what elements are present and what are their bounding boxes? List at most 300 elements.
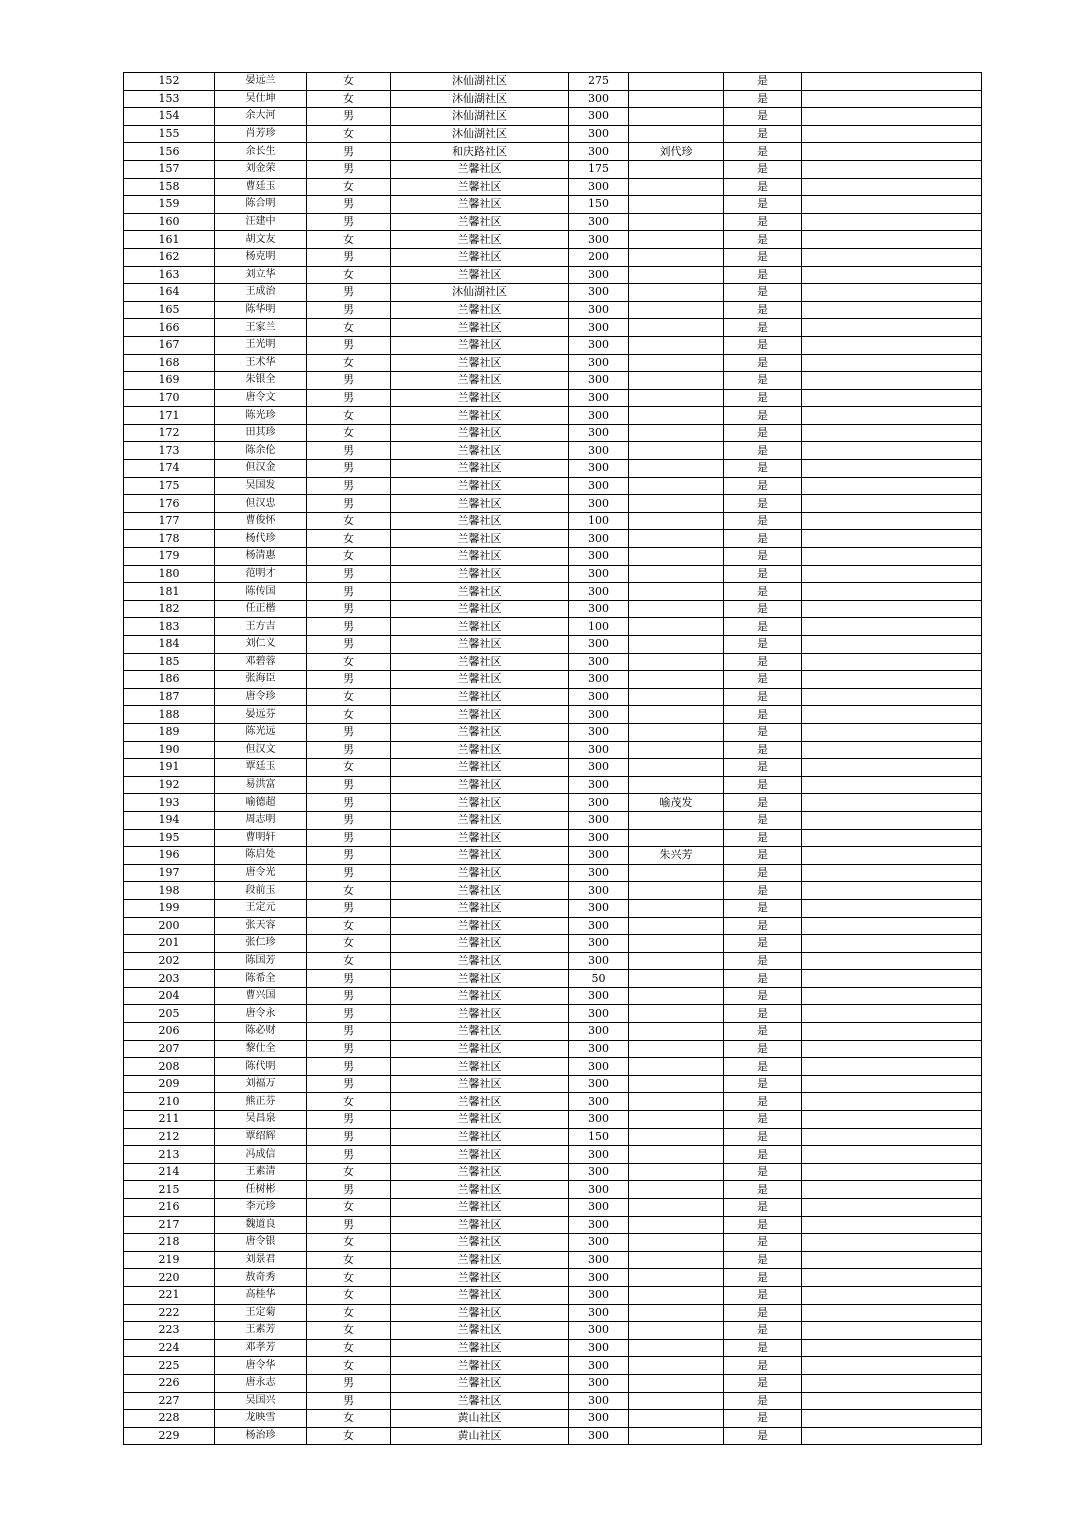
cell-gender: 男 [307,1216,391,1234]
cell-community: 兰馨社区 [391,248,569,266]
cell-status: 是 [724,407,802,425]
cell-gender: 男 [307,196,391,214]
cell-remark [802,1357,982,1375]
cell-amount: 300 [569,178,629,196]
cell-name: 但汉文 [215,741,307,759]
cell-gender: 女 [307,1199,391,1217]
table-row [124,178,982,196]
cell-remark [802,495,982,513]
table-row [124,1146,982,1164]
cell-remark [802,301,982,319]
cell-remark [802,372,982,390]
table-row [124,600,982,618]
cell-agent [629,600,724,618]
cell-status: 是 [724,1181,802,1199]
cell-remark [802,653,982,671]
cell-status: 是 [724,1339,802,1357]
table-row [124,917,982,935]
cell-agent [629,1075,724,1093]
cell-index: 177 [124,512,215,530]
table-row [124,1040,982,1058]
cell-community: 兰馨社区 [391,512,569,530]
cell-index: 158 [124,178,215,196]
cell-status: 是 [724,987,802,1005]
cell-community: 兰馨社区 [391,987,569,1005]
cell-agent [629,1111,724,1129]
cell-community: 兰馨社区 [391,389,569,407]
cell-amount: 300 [569,1163,629,1181]
cell-agent [629,1322,724,1340]
cell-status: 是 [724,73,802,91]
table-row [124,1339,982,1357]
cell-name: 朱银全 [215,372,307,390]
cell-index: 176 [124,495,215,513]
cell-agent [629,1304,724,1322]
cell-community: 兰馨社区 [391,1357,569,1375]
table-row [124,1427,982,1445]
cell-agent [629,1005,724,1023]
cell-remark [802,618,982,636]
cell-name: 陈国芳 [215,952,307,970]
cell-remark [802,952,982,970]
cell-agent [629,477,724,495]
cell-agent [629,618,724,636]
cell-index: 183 [124,618,215,636]
cell-agent [629,1234,724,1252]
cell-agent [629,73,724,91]
cell-agent [629,1251,724,1269]
cell-name: 张天容 [215,917,307,935]
cell-agent [629,1199,724,1217]
cell-agent [629,548,724,566]
cell-gender: 男 [307,987,391,1005]
cell-remark [802,987,982,1005]
table-row [124,847,982,865]
cell-index: 190 [124,741,215,759]
cell-remark [802,442,982,460]
cell-amount: 300 [569,1181,629,1199]
cell-gender: 女 [307,1269,391,1287]
cell-community: 兰馨社区 [391,811,569,829]
cell-status: 是 [724,882,802,900]
cell-amount: 300 [569,548,629,566]
cell-agent [629,970,724,988]
cell-status: 是 [724,266,802,284]
cell-gender: 男 [307,1111,391,1129]
cell-index: 169 [124,372,215,390]
cell-name: 王素清 [215,1163,307,1181]
cell-community: 兰馨社区 [391,847,569,865]
cell-name: 曹兴国 [215,987,307,1005]
table-row [124,1234,982,1252]
cell-gender: 女 [307,512,391,530]
cell-agent [629,952,724,970]
cell-community: 兰馨社区 [391,1392,569,1410]
cell-agent [629,723,724,741]
cell-remark [802,1216,982,1234]
cell-index: 218 [124,1234,215,1252]
cell-amount: 300 [569,935,629,953]
cell-agent [629,407,724,425]
table-row [124,301,982,319]
cell-gender: 男 [307,477,391,495]
cell-status: 是 [724,1322,802,1340]
table-row [124,706,982,724]
table-row [124,125,982,143]
cell-index: 196 [124,847,215,865]
cell-gender: 女 [307,407,391,425]
cell-status: 是 [724,1111,802,1129]
cell-status: 是 [724,548,802,566]
cell-remark [802,424,982,442]
cell-community: 黄山社区 [391,1427,569,1445]
table-row [124,354,982,372]
table-row [124,336,982,354]
cell-gender: 女 [307,90,391,108]
table-row [124,160,982,178]
cell-amount: 300 [569,495,629,513]
table-row [124,1374,982,1392]
table-row [124,1181,982,1199]
cell-status: 是 [724,1392,802,1410]
cell-name: 陈华明 [215,301,307,319]
cell-remark [802,970,982,988]
table-row [124,1410,982,1428]
cell-remark [802,1075,982,1093]
cell-name: 王术华 [215,354,307,372]
cell-remark [802,1005,982,1023]
cell-agent [629,706,724,724]
cell-amount: 300 [569,741,629,759]
table-row [124,548,982,566]
cell-agent [629,319,724,337]
cell-agent [629,917,724,935]
cell-gender: 男 [307,970,391,988]
table-row [124,1357,982,1375]
cell-agent [629,530,724,548]
cell-remark [802,196,982,214]
cell-community: 兰馨社区 [391,424,569,442]
cell-agent [629,248,724,266]
cell-amount: 300 [569,372,629,390]
cell-index: 197 [124,864,215,882]
cell-name: 汪建中 [215,213,307,231]
table-row [124,1269,982,1287]
cell-index: 154 [124,108,215,126]
cell-amount: 300 [569,811,629,829]
cell-gender: 男 [307,899,391,917]
cell-agent [629,583,724,601]
cell-name: 范明才 [215,565,307,583]
cell-amount: 300 [569,882,629,900]
cell-gender: 男 [307,248,391,266]
cell-gender: 女 [307,1339,391,1357]
table-row [124,636,982,654]
cell-index: 225 [124,1357,215,1375]
cell-remark [802,1181,982,1199]
data-table [123,72,982,1445]
cell-remark [802,160,982,178]
table-row [124,143,982,161]
cell-status: 是 [724,1058,802,1076]
cell-index: 184 [124,636,215,654]
table-row [124,213,982,231]
cell-index: 166 [124,319,215,337]
cell-remark [802,1304,982,1322]
cell-agent [629,1286,724,1304]
cell-remark [802,125,982,143]
cell-amount: 300 [569,899,629,917]
cell-agent [629,811,724,829]
cell-community: 兰馨社区 [391,319,569,337]
cell-index: 217 [124,1216,215,1234]
cell-name: 但汉忠 [215,495,307,513]
cell-amount: 300 [569,1304,629,1322]
cell-agent [629,653,724,671]
cell-community: 兰馨社区 [391,1251,569,1269]
cell-community: 兰馨社区 [391,882,569,900]
cell-gender: 男 [307,671,391,689]
cell-status: 是 [724,1357,802,1375]
cell-name: 余大河 [215,108,307,126]
cell-amount: 150 [569,1128,629,1146]
cell-community: 兰馨社区 [391,1304,569,1322]
cell-amount: 100 [569,512,629,530]
table-row [124,1304,982,1322]
cell-status: 是 [724,618,802,636]
cell-name: 唐令永 [215,1005,307,1023]
cell-agent [629,882,724,900]
cell-index: 159 [124,196,215,214]
cell-community: 兰馨社区 [391,372,569,390]
cell-agent [629,741,724,759]
cell-amount: 300 [569,864,629,882]
cell-gender: 男 [307,1374,391,1392]
cell-remark [802,530,982,548]
table-row [124,987,982,1005]
cell-community: 和庆路社区 [391,143,569,161]
cell-remark [802,319,982,337]
cell-agent [629,829,724,847]
cell-community: 兰馨社区 [391,336,569,354]
cell-gender: 男 [307,1181,391,1199]
cell-status: 是 [724,512,802,530]
table-row [124,1199,982,1217]
cell-remark [802,1322,982,1340]
cell-status: 是 [724,372,802,390]
cell-status: 是 [724,671,802,689]
cell-amount: 300 [569,530,629,548]
cell-amount: 300 [569,108,629,126]
cell-index: 207 [124,1040,215,1058]
cell-index: 162 [124,248,215,266]
cell-name: 陈希全 [215,970,307,988]
cell-community: 兰馨社区 [391,178,569,196]
cell-gender: 女 [307,759,391,777]
cell-amount: 300 [569,917,629,935]
cell-community: 沐仙湖社区 [391,125,569,143]
cell-status: 是 [724,776,802,794]
cell-amount: 300 [569,1286,629,1304]
cell-status: 是 [724,477,802,495]
cell-name: 王家兰 [215,319,307,337]
table-row [124,741,982,759]
cell-community: 兰馨社区 [391,688,569,706]
cell-community: 兰馨社区 [391,1322,569,1340]
cell-amount: 300 [569,794,629,812]
cell-gender: 男 [307,1128,391,1146]
cell-amount: 300 [569,1410,629,1428]
cell-status: 是 [724,143,802,161]
cell-agent [629,460,724,478]
cell-status: 是 [724,196,802,214]
cell-amount: 300 [569,1269,629,1287]
cell-amount: 300 [569,829,629,847]
table-row [124,1075,982,1093]
cell-status: 是 [724,970,802,988]
cell-status: 是 [724,1093,802,1111]
cell-index: 194 [124,811,215,829]
cell-name: 唐令文 [215,389,307,407]
cell-amount: 300 [569,442,629,460]
cell-status: 是 [724,160,802,178]
cell-index: 181 [124,583,215,601]
cell-amount: 300 [569,407,629,425]
cell-gender: 女 [307,354,391,372]
cell-community: 兰馨社区 [391,407,569,425]
cell-index: 211 [124,1111,215,1129]
cell-agent [629,178,724,196]
cell-gender: 女 [307,1304,391,1322]
cell-gender: 女 [307,1410,391,1428]
cell-community: 兰馨社区 [391,213,569,231]
cell-amount: 300 [569,1251,629,1269]
cell-name: 吴国兴 [215,1392,307,1410]
cell-remark [802,1269,982,1287]
cell-community: 兰馨社区 [391,1146,569,1164]
cell-agent [629,1357,724,1375]
cell-status: 是 [724,231,802,249]
cell-index: 185 [124,653,215,671]
cell-gender: 女 [307,530,391,548]
cell-index: 193 [124,794,215,812]
cell-gender: 女 [307,653,391,671]
cell-status: 是 [724,1410,802,1428]
cell-community: 兰馨社区 [391,970,569,988]
cell-index: 174 [124,460,215,478]
cell-amount: 300 [569,776,629,794]
cell-remark [802,248,982,266]
cell-community: 兰馨社区 [391,1234,569,1252]
cell-agent [629,372,724,390]
cell-name: 唐令光 [215,864,307,882]
cell-remark [802,407,982,425]
cell-index: 186 [124,671,215,689]
cell-gender: 男 [307,847,391,865]
cell-community: 兰馨社区 [391,917,569,935]
cell-index: 182 [124,600,215,618]
cell-status: 是 [724,565,802,583]
cell-name: 刘仁义 [215,636,307,654]
cell-status: 是 [724,178,802,196]
table-row [124,284,982,302]
cell-amount: 300 [569,688,629,706]
cell-index: 170 [124,389,215,407]
cell-gender: 女 [307,952,391,970]
cell-index: 229 [124,1427,215,1445]
cell-status: 是 [724,1269,802,1287]
cell-community: 兰馨社区 [391,1339,569,1357]
table-row [124,1111,982,1129]
cell-community: 兰馨社区 [391,495,569,513]
table-row [124,1093,982,1111]
cell-name: 余长生 [215,143,307,161]
cell-gender: 女 [307,1427,391,1445]
cell-amount: 300 [569,1058,629,1076]
cell-community: 兰馨社区 [391,354,569,372]
table-row [124,794,982,812]
cell-gender: 男 [307,1146,391,1164]
cell-gender: 男 [307,829,391,847]
cell-agent [629,636,724,654]
cell-agent [629,759,724,777]
cell-community: 黄山社区 [391,1410,569,1428]
cell-amount: 300 [569,266,629,284]
cell-gender: 男 [307,636,391,654]
cell-remark [802,354,982,372]
cell-status: 是 [724,442,802,460]
cell-index: 155 [124,125,215,143]
cell-remark [802,1093,982,1111]
cell-remark [802,178,982,196]
cell-name: 吴昌泉 [215,1111,307,1129]
cell-community: 兰馨社区 [391,952,569,970]
cell-remark [802,1234,982,1252]
cell-index: 219 [124,1251,215,1269]
cell-community: 沐仙湖社区 [391,284,569,302]
table-row [124,1163,982,1181]
table-row [124,970,982,988]
cell-index: 222 [124,1304,215,1322]
cell-index: 171 [124,407,215,425]
cell-agent [629,1040,724,1058]
cell-agent [629,196,724,214]
cell-community: 兰馨社区 [391,477,569,495]
cell-agent [629,688,724,706]
cell-agent [629,442,724,460]
cell-index: 205 [124,1005,215,1023]
cell-remark [802,1111,982,1129]
cell-amount: 300 [569,1357,629,1375]
cell-status: 是 [724,1023,802,1041]
cell-remark [802,759,982,777]
table-row [124,248,982,266]
cell-index: 161 [124,231,215,249]
cell-status: 是 [724,917,802,935]
cell-index: 200 [124,917,215,935]
cell-community: 兰馨社区 [391,160,569,178]
cell-agent [629,354,724,372]
cell-name: 王方吉 [215,618,307,636]
cell-agent [629,1163,724,1181]
cell-index: 221 [124,1286,215,1304]
cell-remark [802,213,982,231]
table-row [124,776,982,794]
cell-remark [802,460,982,478]
cell-remark [802,1286,982,1304]
cell-remark [802,776,982,794]
cell-agent [629,565,724,583]
